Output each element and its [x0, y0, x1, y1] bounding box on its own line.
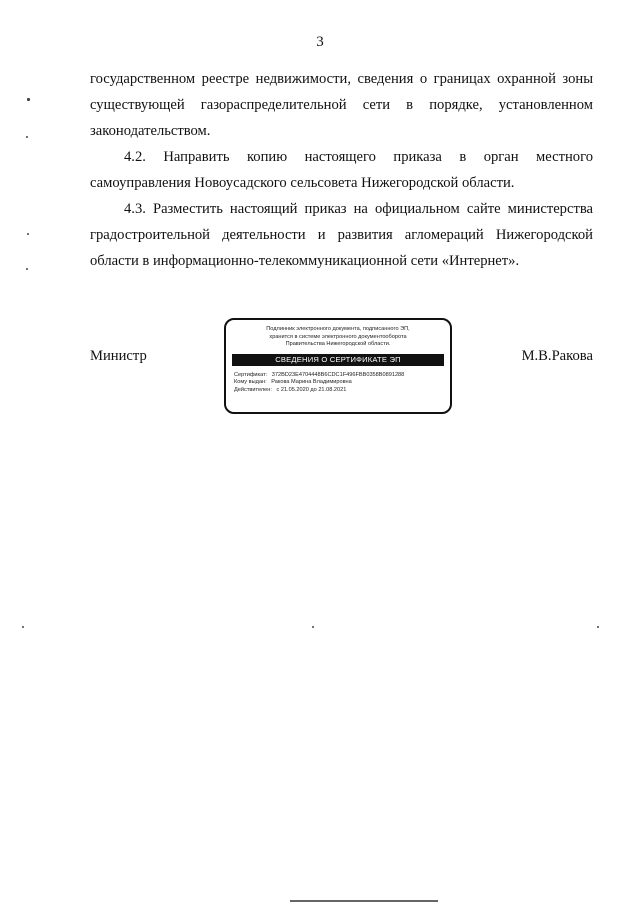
page-number: 3: [316, 34, 324, 50]
stamp-banner: СВЕДЕНИЯ О СЕРТИФИКАТЕ ЭП: [232, 354, 444, 366]
stamp-header-line: Правительства Нижегородской области.: [285, 341, 391, 348]
certificate-label: Сертификат:: [234, 371, 268, 378]
signatory-name: М.В.Ракова: [521, 348, 593, 364]
paragraph-4-2: 4.2. Направить копию настоящего приказа в орган местного самоуправления Новоусадского сельсовета Нижегородской области.: [90, 149, 593, 191]
scan-mark: [312, 626, 314, 628]
scan-mark: [27, 98, 30, 101]
stamp-details: [234, 372, 450, 395]
scan-mark: [26, 268, 28, 270]
scan-mark: [26, 136, 28, 138]
electronic-signature-stamp: [224, 318, 452, 414]
stamp-header-line: Подлинник электронного документа, подписанного ЭП,: [266, 326, 410, 332]
signatory-title: Министр: [90, 348, 147, 364]
certificate-value: 372BD23E4704448B6CDC1F496FBB0358B0891288: [271, 371, 405, 378]
validity-row: [234, 387, 450, 395]
stamp-header: [226, 326, 450, 349]
certificate-row: [234, 372, 450, 380]
issued-to-value: Ракова Марина Владимировна: [271, 379, 352, 386]
signature-block: [90, 318, 593, 418]
paragraph-continuation: государственном реестре недвижимости, сведения о границах охранной зоны существующей газораспределительной сети в порядке, установленном законодательством.: [90, 71, 593, 139]
issued-to-row: [234, 379, 450, 387]
paragraph-4-3: 4.3. Разместить настоящий приказ на официальном сайте министерства градостроительной деятельности и развития агломераций Нижегородской области в информационно-телекоммуникационной сети «Интернет».: [90, 201, 593, 269]
scan-mark: [27, 233, 29, 235]
validity-value: с 21.05.2020 до 21.08.2021: [276, 386, 347, 393]
issued-to-label: Кому выдан:: [234, 379, 267, 386]
stamp-header-line: хранится в системе электронного документооборота: [269, 333, 407, 340]
document-body: [90, 66, 593, 274]
scan-mark: [22, 626, 24, 628]
bottom-rule: [290, 900, 438, 902]
scan-mark: [597, 626, 599, 628]
validity-label: Действителен:: [234, 386, 272, 393]
